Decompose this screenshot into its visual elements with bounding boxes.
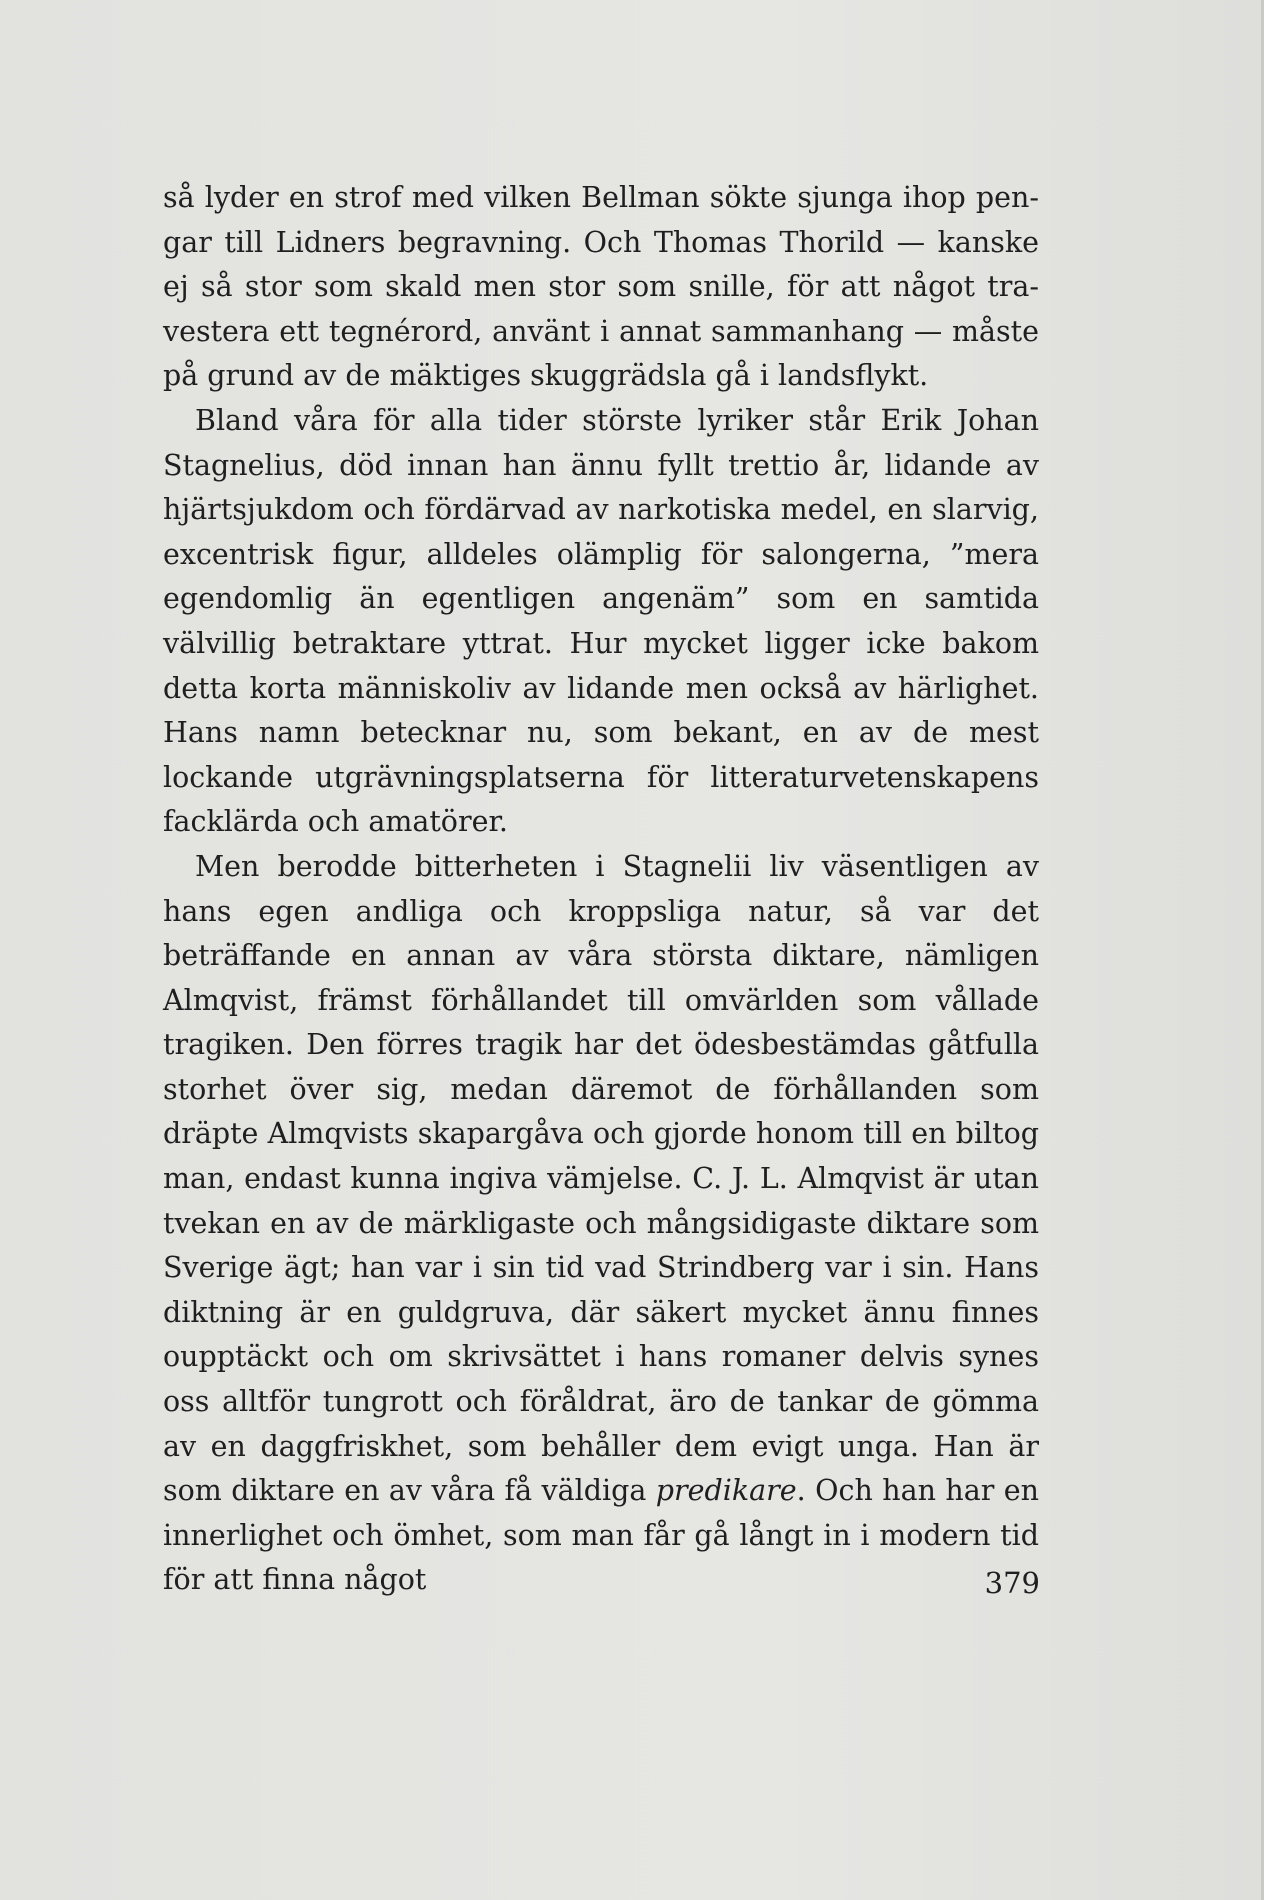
paragraph-bellman-thorild: så lyder en strof med vilken Bellman sökte sjunga ihop pengar till Lidners begravning. Och Thomas Thorild — kanske ej så stor som skald men stor som snille, för att något travestera ett tegnérord, använt i annat sammanhang — måste på grund av de mäktiges skuggrädsla gå i landsflykt. — [163, 181, 1039, 393]
paragraph-almqvist-text-end: . Och han har en innerlighet och ömhet, som man får gå långt in i modern tid för att finna något — [163, 1474, 1039, 1597]
body-text — [163, 176, 1039, 1603]
page-number: 379 — [984, 1566, 1040, 1600]
emphasized-word: predikare — [655, 1474, 797, 1508]
paragraph-stagnelius: Bland våra för alla tider störste lyriker står Erik Johan Stagnelius, död innan han ännu fyllt trettio år, lidande av hjärtsjukdom och fördärvad av narkotiska medel, en slarvig, excentrisk figur, alldeles olämplig för salongerna, ”mera egendomlig än egentligen angenäm” som en samtida välvillig betraktare yttrat. Hur mycket ligger icke bakom detta korta människoliv av lidande men också av härlighet. Hans namn betecknar nu, som bekant, en av de mest lockande utgrävningsplatserna för litteraturvetenskapens facklärda och amatörer. — [163, 403, 1039, 839]
paragraph-almqvist — [163, 845, 1039, 1603]
paragraph-almqvist-text-start: Men berodde bitterheten i Stagnelii liv väsentligen av hans egen andliga och kroppsliga natur, så var det beträffande en annan av våra största diktare, nämligen Almqvist, främst förhållandet till omvärlden som vållade tragiken. Den förres tragik har det ödesbestämdas gåtfulla storhet över sig, medan däremot de förhållanden som dräpte Almqvists skapargåva och gjorde honom till en biltog man, endast kunna ingiva vämjelse. C. J. L. Almqvist är utan tvekan en av de märkligaste och mångsidigaste diktare som Sverige ägt; han var i sin tid vad Strindberg var i sin. Hans diktning är en guldgruva, där säkert mycket ännu finnes oupptäckt och om skrivsättet i hans romaner delvis synes oss alltför tungrott och föråldrat, äro de tankar de gömma av en daggfriskhet, som behåller dem evigt unga. Han är som diktare en av våra få väldiga — [163, 849, 1039, 1508]
